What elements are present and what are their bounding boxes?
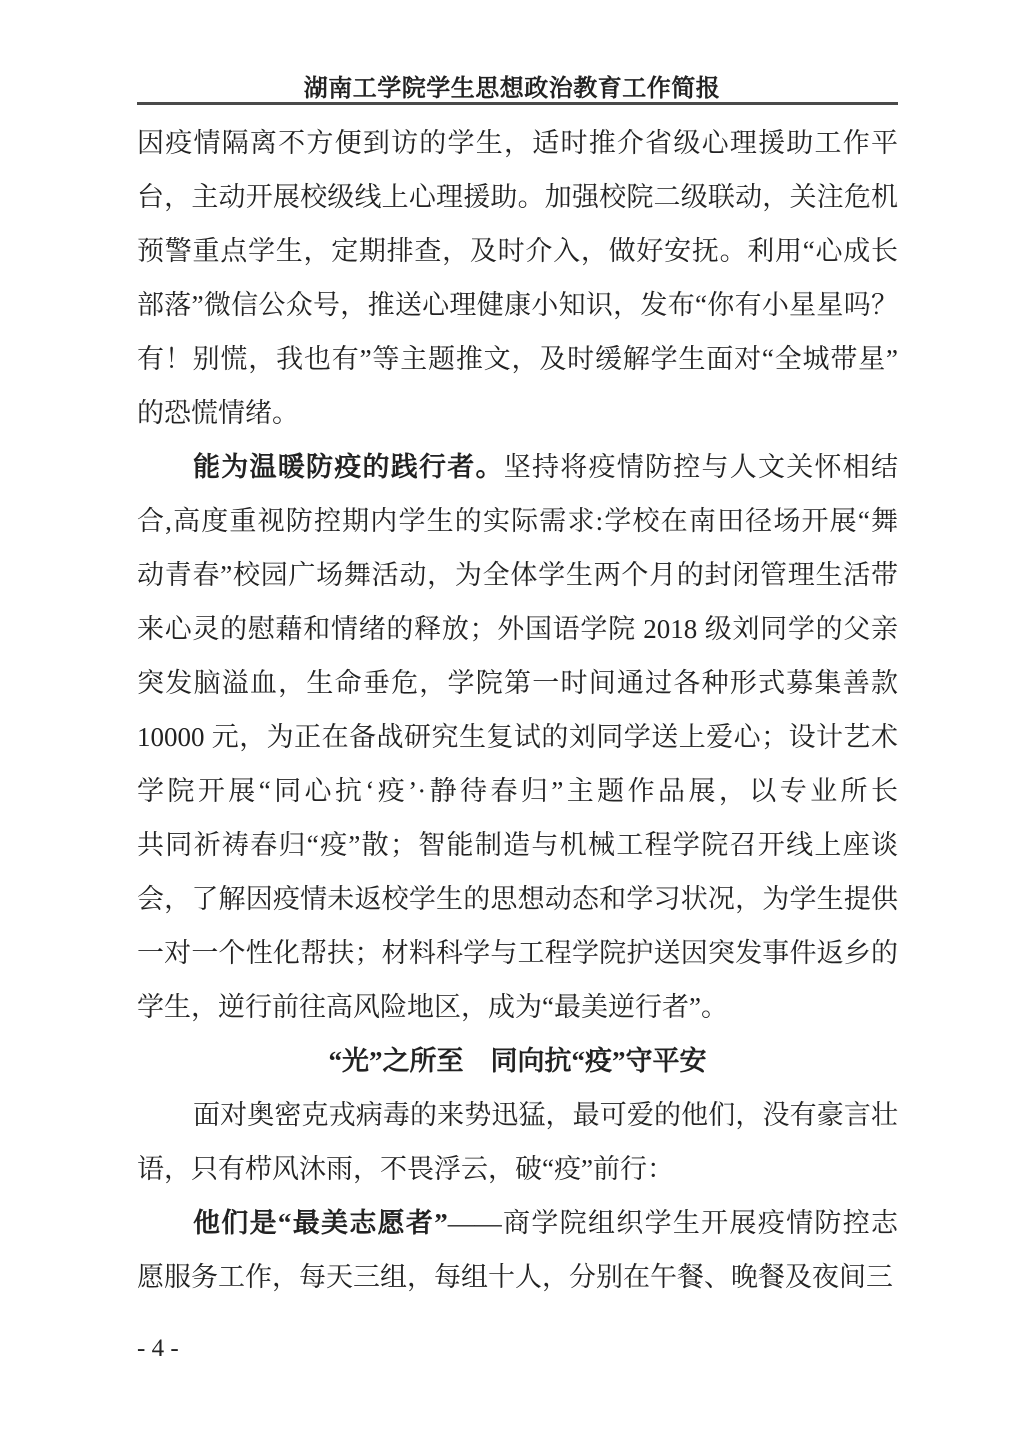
text-line [137,386,898,440]
text-line [137,494,898,548]
bold-run: 能为温暖防疫的践行者。 [193,452,504,482]
text-run: 学院开展“同心抗‘疫’·静待春归”主题作品展，以专业所长 [137,776,898,806]
text-line [137,1196,898,1250]
text-line [137,602,898,656]
document-body [137,116,898,1304]
text-run: 共同祈祷春归“疫”散；智能制造与机械工程学院召开线上座谈 [137,830,898,860]
text-line [137,980,898,1034]
text-line [137,548,898,602]
page-number: - 4 - [137,1335,179,1362]
text-run: 有！别慌，我也有”等主题推文，及时缓解学生面对“全城带星” [137,344,898,374]
text-run: ——商学院组织学生开展疫情防控志 [447,1208,899,1238]
text-run: 合,高度重视防控期内学生的实际需求:学校在南田径场开展“舞 [137,506,898,536]
text-run: 突发脑溢血，生命垂危，学院第一时间通过各种形式募集善款 [137,668,898,698]
header-title: 湖南工学院学生思想政治教育工作简报 [303,75,721,102]
text-run: 台，主动开展校级线上心理援助。加强校院二级联动，关注危机 [137,182,898,212]
text-line [137,332,898,386]
text-line [137,1088,898,1142]
header-rule [137,102,898,105]
text-line [137,1250,898,1304]
text-line [137,926,898,980]
text-line [137,440,898,494]
text-line [137,710,898,764]
bold-run: “光”之所至 同向抗“疫”守平安 [328,1046,707,1076]
text-line [137,656,898,710]
bold-run: 他们是“最美志愿者” [193,1208,448,1238]
text-run: 部落”微信公众号，推送心理健康小知识，发布“你有小星星吗？ [137,290,898,320]
text-run: 学生，逆行前往高风险地区，成为“最美逆行者”。 [137,992,728,1022]
text-line [137,116,898,170]
text-line [137,818,898,872]
text-line [137,278,898,332]
text-line [137,224,898,278]
text-run: 坚持将疫情防控与人文关怀相结 [503,452,898,482]
text-run: 来心灵的慰藉和情绪的释放；外国语学院 2018 级刘同学的父亲 [137,614,898,644]
text-run: 10000 元，为正在备战研究生复试的刘同学送上爱心；设计艺术 [137,722,898,752]
text-run: 语，只有栉风沐雨，不畏浮云，破“疫”前行： [137,1154,674,1184]
text-line [137,1142,898,1196]
text-line [137,872,898,926]
text-line [137,764,898,818]
text-run: 面对奥密克戎病毒的来势迅猛，最可爱的他们，没有豪言壮 [193,1100,898,1130]
text-run: 一对一个性化帮扶；材料科学与工程学院护送因突发事件返乡的 [137,938,898,968]
text-run: 愿服务工作，每天三组，每组十人，分别在午餐、晚餐及夜间三 [137,1262,893,1292]
text-run: 预警重点学生，定期排查，及时介入，做好安抚。利用“心成长 [137,236,898,266]
text-run: 的恐慌情绪。 [137,398,299,428]
text-line [137,170,898,224]
text-run: 会，了解因疫情未返校学生的思想动态和学习状况，为学生提供 [137,884,898,914]
text-run: 动青春”校园广场舞活动，为全体学生两个月的封闭管理生活带 [137,560,898,590]
section-heading [137,1034,898,1088]
text-run: 因疫情隔离不方便到访的学生，适时推介省级心理援助工作平 [137,128,898,158]
